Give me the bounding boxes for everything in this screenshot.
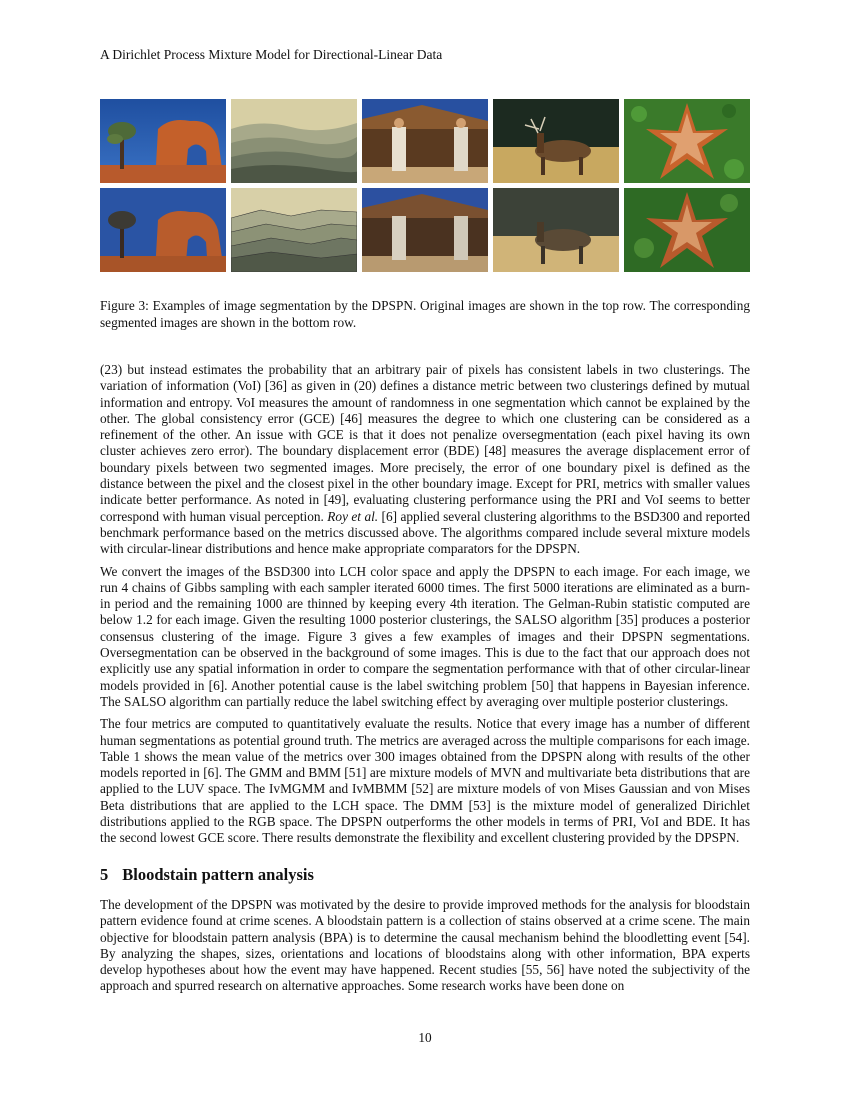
paragraph-bloodstain: The development of the DPSPN was motivated by the desire to provide improved methods for the analysis for bloodstain pattern evidence found at crime scenes. A bloodstain pattern is a collection of stains observed at a crime scene. The main objective for bloodstain pattern analysis (BPA) is to determine the causal mechanism behind the bloodletting event [54]. By analyzing the shapes, sizes, orientations and locations of bloodstains along with other information, BPA experts develop hypotheses about how the event may have happened. Recent studies [55, 56] have noted the subjectivity of the approach and spurred research on alternative approaches. Some research works have been done on — [100, 896, 750, 994]
figure-caption: Figure 3: Examples of image segmentation by the DPSPN. Original images are shown in the top row. The corresponding segmented images are shown in the bottom row. — [100, 298, 750, 330]
paragraph-lch-conversion: We convert the images of the BSD300 into LCH color space and apply the DPSPN to each image. For each image, we run 4 chains of Gibbs sampling with each sampler iterated 6000 times. The first 5000 iterations are eliminated as a burn-in period and the remaining 1000 are thinned by keeping every 4th iteration. The Gelman-Rubin statistic computed are below 1.2 for each image. Given the resulting 1000 posterior clusterings, the SALSO algorithm [35] produces a posterior consensus clustering of the image. Figure 3 gives a few examples of images and their DPSPN segmentations. Oversegmentation can be observed in the background of some images. This is due to the fact that our approach does not explicitly use any spatial information in order to compare the segmentation performance with that of other circular-linear models provided in [6]. Another potential cause is the label switching problem [50] that happens in Bayesian inference. The SALSO algorithm can partially reduce the label switching effect by averaging over multiple posterior clusterings. — [100, 563, 750, 709]
section-heading — [100, 864, 750, 884]
paragraph-metrics-part-b: [6] applied several clustering algorithms to the BSD300 and reported benchmark performance based on the metrics discussed above. The algorithms compared include several mixture models with circular-linear distributions and hence make appropriate comparators for the DPSPN. — [100, 508, 750, 557]
segmented-arch-image — [100, 188, 226, 272]
figure-top-row — [100, 99, 750, 183]
original-farmers-image — [362, 99, 488, 183]
segmented-farmers-image — [362, 188, 488, 272]
running-header: A Dirichlet Process Mixture Model for Directional-Linear Data — [100, 47, 443, 62]
section-number: 5 — [100, 864, 109, 884]
page-number: 10 — [418, 1030, 432, 1045]
segmented-starfish-image — [624, 188, 750, 272]
section-title: Bloodstain pattern analysis — [122, 864, 314, 884]
segmented-hills-image — [231, 188, 357, 272]
figure-3 — [100, 99, 750, 272]
paragraph-metrics — [100, 362, 750, 558]
body-text — [100, 362, 750, 1001]
original-arch-image — [100, 99, 226, 183]
original-elk-image — [493, 99, 619, 183]
figure-bottom-row — [100, 188, 750, 272]
original-starfish-image — [624, 99, 750, 183]
segmented-elk-image — [493, 188, 619, 272]
paragraph-four-metrics: The four metrics are computed to quantitatively evaluate the results. Notice that every image has a number of different human segmentations as potential ground truth. The metrics are averaged across the multiple comparisons for each image. Table 1 shows the mean value of the metrics over 300 images obtained from the DPSPN along with results of the other models reported in [6]. The GMM and BMM [51] are mixture models of MVN and multivariate beta distributions that are applied to the LUV space. The IvMGMM and IvMBMM [52] are mixture models of von Mises Gaussian and von Mises Beta distributions that are applied to the LCH space. The DMM [53] is the mixture model of generalized Dirichlet distributions applied to the RGB space. The DPSPN outperforms the other models in terms of PRI, VoI and BDE. It has the second lowest GCE score. There results demonstrate the flexibility and excellent clustering provided by the DPSPN. — [100, 716, 750, 846]
roy-et-al-citation: Roy et al. — [327, 508, 379, 524]
original-hills-image — [231, 99, 357, 183]
paragraph-metrics-part-a: (23) but instead estimates the probability that an arbitrary pair of pixels has consistent labels in two clusterings. The variation of information (VoI) [36] as given in (20) defines a distance metric between two clusterings defined by mutual information and entropy. VoI measures the amount of randomness in one segmentation which cannot be explained by the other. The global consistency error (GCE) [46] measures the degree to which one clustering can be considered as a refinement of the other. An issue with GCE is that it does not penalize oversegmentation (each pixel having its own cluster achieves zero error). The boundary displacement error (BDE) [48] measures the average displacement error of boundary pixels between two segmented images. More precisely, the error of one boundary pixel is defined as the distance between the pixel and the closest pixel in the other boundary image. Except for PRI, metrics with smaller values indicate better performance. As noted in [49], evaluating clustering performance using the PRI and VoI seems to better correspond with human visual perception. — [100, 362, 750, 524]
